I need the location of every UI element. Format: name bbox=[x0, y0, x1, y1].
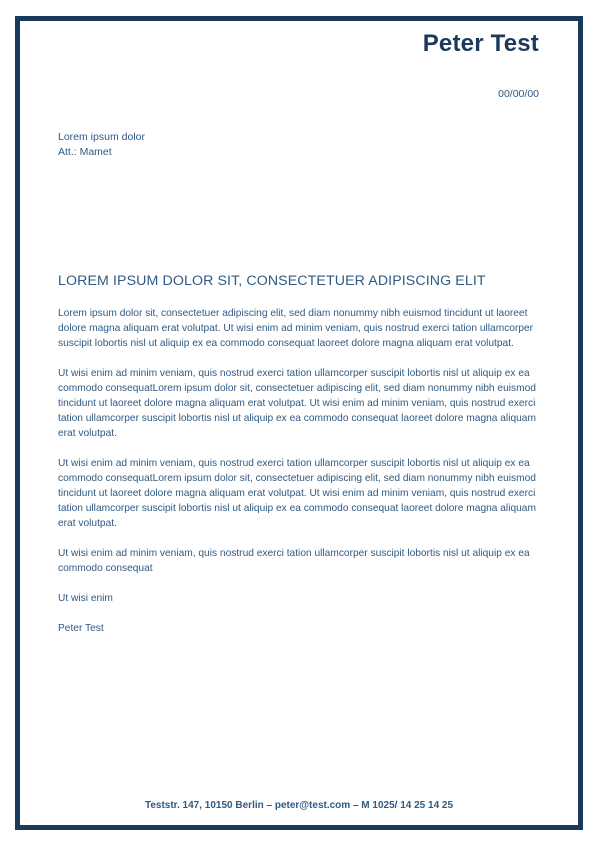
body-paragraph-2: Ut wisi enim ad minim veniam, quis nostrud exerci tation ullamcorper suscipit lobortis nisl ut aliquip ex ea commodo consequatLorem ipsum dolor sit, consectetuer adipiscing elit, sed diam nonummy nibh euismod tincidunt ut laoreet dolore magna aliquam erat volutpat. Ut wisi enim ad minim veniam, quis nostrud exerci tation ullamcorper suscipit lobortis nisl ut aliquip ex ea commodo consequat laoreet dolore magna aliquam erat volutpat. bbox=[58, 368, 536, 439]
letter-body bbox=[58, 306, 540, 651]
recipient-line-1: Lorem ipsum dolor bbox=[58, 131, 145, 143]
body-paragraph-4: Ut wisi enim ad minim veniam, quis nostrud exerci tation ullamcorper suscipit lobortis nisl ut aliquip ex ea commodo consequat bbox=[58, 548, 530, 574]
letter-subject: LOREM IPSUM DOLOR SIT, CONSECTETUER ADIPISCING ELIT bbox=[58, 273, 486, 289]
footer-contact: Teststr. 147, 10150 Berlin – peter@test.com – M 1025/ 14 25 14 25 bbox=[144, 800, 454, 811]
recipient-line-2: Att.: Mamet bbox=[58, 146, 112, 158]
recipient-block bbox=[58, 130, 145, 160]
body-paragraph-1: Lorem ipsum dolor sit, consectetuer adipiscing elit, sed diam nonummy nibh euismod tincidunt ut laoreet dolore magna aliquam erat volutpat. Ut wisi enim ad minim veniam, quis nostrud exerci tation ullamcorper suscipit lobortis nisl ut aliquip ex ea commodo consequat laoreet dolore magna aliquam erat volutpat. bbox=[58, 308, 534, 349]
body-paragraph-3: Ut wisi enim ad minim veniam, quis nostrud exerci tation ullamcorper suscipit lobortis nisl ut aliquip ex ea commodo consequatLorem ipsum dolor sit, consectetuer adipiscing elit, sed diam nonummy nibh euismod tincidunt ut laoreet dolore magna aliquam erat volutpat. Ut wisi enim ad minim veniam, quis nostrud exerci tation ullamcorper suscipit lobortis nisl ut aliquip ex ea commodo consequat laoreet dolore magna aliquam erat volutpat. bbox=[58, 458, 536, 529]
signature: Peter Test bbox=[58, 623, 104, 634]
sender-name: Peter Test bbox=[422, 30, 539, 57]
closing-line: Ut wisi enim bbox=[58, 593, 113, 604]
letter-date: 00/00/00 bbox=[498, 88, 539, 100]
